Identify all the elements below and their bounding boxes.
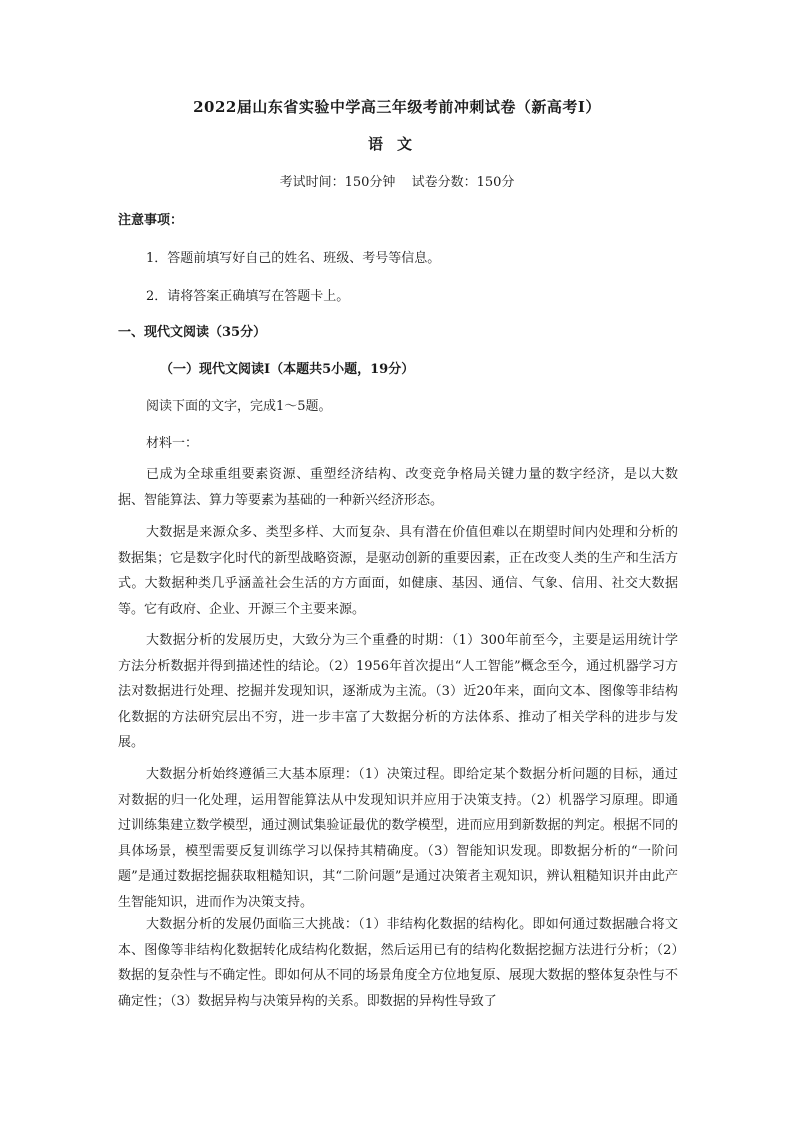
instruction-text: 阅读下面的文字，完成1～5题。 <box>146 399 332 414</box>
exam-time: 考试时间：150分钟 <box>279 175 396 190</box>
paragraph-3: 大数据分析的发展历史，大致分为三个重叠的时期：（1）300年前至今，主要是运用统计学方法分析数据并得到描述性的结论。（2）1956年首次提出“人工智能”概念至今，通过机器学习方法对数据进行处理、挖掘并发现知识，逐渐成为主流。（3）近20年来，面向文本、图像等非结构化数据的方法研究层出不穷，进一步丰富了大数据分析的方法体系、推动了相关学科的进步与发展。 <box>118 633 678 750</box>
note-item-2: 2．请将答案正确填写在答题卡上。 <box>146 289 350 304</box>
paragraph-5: 大数据分析的发展仍面临三大挑战：（1）非结构化数据的结构化。即如何通过数据融合将文本、图像等非结构化数据转化成结构化数据，然后运用已有的结构化数据挖掘方法进行分析；（2）数据的复杂性与不确定性。即如何从不同的场景角度全方位地复原、展现大数据的整体复杂性与不确定性；（3）数据异构与决策异构的关系。即数据的异构性导致了 <box>118 917 678 1009</box>
note-item-1: 1．答题前填写好自己的姓名、班级、考号等信息。 <box>146 251 441 266</box>
subsection-heading: （一）现代文阅读Ⅰ（本题共5小题，19分） <box>160 362 415 377</box>
subject-title: 语文 <box>367 135 426 153</box>
paragraph-1: 已成为全球重组要素资源、重塑经济结构、改变竞争格局关键力量的数字经济，是以大数据、智能算法、算力等要素为基础的一种新兴经济形态。 <box>118 467 678 508</box>
exam-score: 试卷分数：150分 <box>411 175 515 190</box>
paragraph-2: 大数据是来源众多、类型多样、大而复杂、具有潜在价值但难以在期望时间内处理和分析的数据集；它是数字化时代的新型战略资源，是驱动创新的重要因素，正在改变人类的生产和生活方式。大数据种类几乎涵盖社会生活的方方面面，如健康、基因、通信、气象、信用、社交大数据等。它有政府、企业、开源三个主要来源。 <box>118 525 678 617</box>
material-label: 材料一： <box>146 436 199 451</box>
section-heading: 一、现代文阅读（35分） <box>118 325 267 340</box>
notes-heading: 注意事项： <box>118 213 184 228</box>
exam-info <box>0 171 794 190</box>
paragraph-4: 大数据分析始终遵循三大基本原理：（1）决策过程。即给定某个数据分析问题的目标，通过对数据的归一化处理，运用智能算法从中发现知识并应用于决策支持。（2）机器学习原理。即通过训练集建立数学模型，通过测试集验证最优的数学模型，进而应用到新数据的判定。根据不同的具体场景，模型需要反复训练学习以保持其精确度。（3）智能知识发现。即数据分析的“一阶问题”是通过数据挖掘获取粗糙知识，其“二阶问题”是通过决策者主观知识，辨认粗糙知识并由此产生智能知识，进而作为决策支持。 <box>118 767 678 910</box>
exam-title: 2022届山东省实验中学高三年级考前冲刺试卷（新高考Ⅰ） <box>193 98 601 116</box>
